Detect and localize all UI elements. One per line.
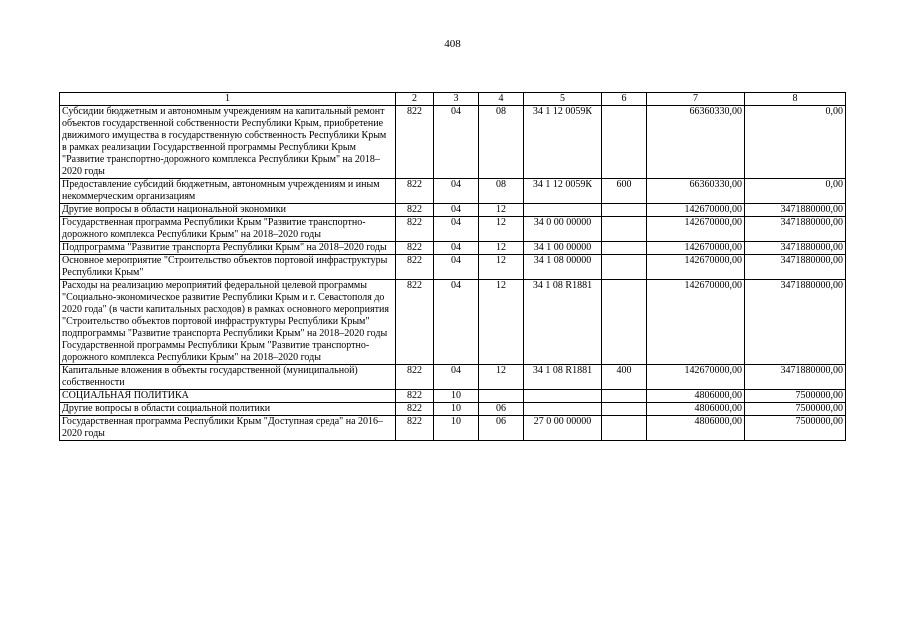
row-section: 04 (434, 179, 479, 204)
row-amount-col7: 66360330,00 (647, 179, 745, 204)
row-amount-col8: 7500000,00 (745, 416, 846, 441)
row-target-article: 34 0 00 00000 (524, 217, 602, 242)
row-amount-col8: 3471880000,00 (745, 280, 846, 365)
row-amount-col8: 3471880000,00 (745, 255, 846, 280)
row-description: Другие вопросы в области национальной экономики (60, 204, 396, 217)
row-section: 04 (434, 255, 479, 280)
header-cell: 5 (524, 93, 602, 106)
row-target-article (524, 204, 602, 217)
header-cell: 4 (479, 93, 524, 106)
table-row (60, 280, 846, 365)
budget-table (59, 92, 846, 441)
row-target-article: 34 1 00 00000 (524, 242, 602, 255)
row-subsection: 08 (479, 106, 524, 179)
row-description: Предоставление субсидий бюджетным, автономным учреждениям и иным некоммерческим организациям (60, 179, 396, 204)
row-subsection: 12 (479, 242, 524, 255)
row-section: 04 (434, 204, 479, 217)
row-subsection: 12 (479, 255, 524, 280)
row-amount-col7: 66360330,00 (647, 106, 745, 179)
row-amount-col8: 3471880000,00 (745, 242, 846, 255)
table-row (60, 204, 846, 217)
row-description: Основное мероприятие "Строительство объектов портовой инфраструктуры Республики Крым" (60, 255, 396, 280)
header-cell: 6 (602, 93, 647, 106)
row-amount-col7: 4806000,00 (647, 390, 745, 403)
row-subsection (479, 390, 524, 403)
row-description: Другие вопросы в области социальной политики (60, 403, 396, 416)
table-row (60, 390, 846, 403)
row-amount-col7: 142670000,00 (647, 255, 745, 280)
table-row (60, 242, 846, 255)
row-admin-code: 822 (396, 242, 434, 255)
row-subsection: 12 (479, 280, 524, 365)
row-subsection: 12 (479, 204, 524, 217)
row-section: 10 (434, 416, 479, 441)
header-cell: 8 (745, 93, 846, 106)
row-expense-type (602, 242, 647, 255)
row-subsection: 08 (479, 179, 524, 204)
row-expense-type (602, 403, 647, 416)
row-subsection: 12 (479, 365, 524, 390)
row-amount-col7: 4806000,00 (647, 416, 745, 441)
row-admin-code: 822 (396, 403, 434, 416)
row-admin-code: 822 (396, 217, 434, 242)
row-section: 04 (434, 365, 479, 390)
row-subsection: 12 (479, 217, 524, 242)
table-row (60, 416, 846, 441)
row-amount-col7: 4806000,00 (647, 403, 745, 416)
row-amount-col7: 142670000,00 (647, 365, 745, 390)
row-target-article (524, 390, 602, 403)
row-target-article: 27 0 00 00000 (524, 416, 602, 441)
header-cell: 1 (60, 93, 396, 106)
row-amount-col8: 3471880000,00 (745, 365, 846, 390)
row-target-article: 34 1 08 R1881 (524, 280, 602, 365)
row-amount-col7: 142670000,00 (647, 280, 745, 365)
row-expense-type (602, 390, 647, 403)
header-cell: 2 (396, 93, 434, 106)
row-description: Расходы на реализацию мероприятий федеральной целевой программы "Социально-экономическое развитие Республики Крым и г. Севастополя до 2020 года" (в части капитальных расходов) в рамках основного мероприятия "Строительство объектов портовой инфраструктуры Республики Крым" подпрограммы "Развитие транспорта Республики Крым" на 2018–2020 годы Государственной программы Республики Крым "Развитие транспортно-дорожного комплекса Республики Крым" на 2018–2020 годы (60, 280, 396, 365)
row-expense-type: 400 (602, 365, 647, 390)
row-amount-col7: 142670000,00 (647, 204, 745, 217)
row-amount-col8: 3471880000,00 (745, 204, 846, 217)
row-admin-code: 822 (396, 179, 434, 204)
row-section: 10 (434, 390, 479, 403)
row-section: 04 (434, 217, 479, 242)
table-row (60, 255, 846, 280)
row-section: 04 (434, 242, 479, 255)
header-cell: 3 (434, 93, 479, 106)
row-description: Государственная программа Республики Крым "Развитие транспортно-дорожного комплекса Республики Крым" на 2018–2020 годы (60, 217, 396, 242)
row-target-article: 34 1 08 R1881 (524, 365, 602, 390)
row-expense-type (602, 280, 647, 365)
row-admin-code: 822 (396, 416, 434, 441)
row-subsection: 06 (479, 416, 524, 441)
row-target-article: 34 1 08 00000 (524, 255, 602, 280)
row-expense-type (602, 416, 647, 441)
row-amount-col7: 142670000,00 (647, 242, 745, 255)
row-amount-col8: 7500000,00 (745, 390, 846, 403)
row-amount-col8: 3471880000,00 (745, 217, 846, 242)
row-description: Государственная программа Республики Крым "Доступная среда" на 2016–2020 годы (60, 416, 396, 441)
row-amount-col8: 0,00 (745, 179, 846, 204)
table-row (60, 179, 846, 204)
row-expense-type (602, 204, 647, 217)
row-target-article: 34 1 12 0059К (524, 106, 602, 179)
row-description: Подпрограмма "Развитие транспорта Республики Крым" на 2018–2020 годы (60, 242, 396, 255)
row-description: СОЦИАЛЬНАЯ ПОЛИТИКА (60, 390, 396, 403)
table-row (60, 403, 846, 416)
row-amount-col8: 7500000,00 (745, 403, 846, 416)
table-row (60, 365, 846, 390)
row-target-article (524, 403, 602, 416)
row-expense-type: 600 (602, 179, 647, 204)
row-admin-code: 822 (396, 365, 434, 390)
row-section: 04 (434, 106, 479, 179)
row-expense-type (602, 255, 647, 280)
row-description: Субсидии бюджетным и автономным учреждениям на капитальный ремонт объектов государственной собственности Республики Крым, приобретение движимого имущества в государственную собственность Республики Крым в рамках реализации Государственной программы Республики Крым "Развитие транспортно-дорожного комплекса Республики Крым" на 2018–2020 годы (60, 106, 396, 179)
row-expense-type (602, 106, 647, 179)
page-number: 408 (444, 38, 461, 50)
row-expense-type (602, 217, 647, 242)
row-section: 10 (434, 403, 479, 416)
row-target-article: 34 1 12 0059К (524, 179, 602, 204)
row-admin-code: 822 (396, 255, 434, 280)
row-amount-col7: 142670000,00 (647, 217, 745, 242)
table-row (60, 217, 846, 242)
row-description: Капитальные вложения в объекты государственной (муниципальной) собственности (60, 365, 396, 390)
row-admin-code: 822 (396, 106, 434, 179)
row-section: 04 (434, 280, 479, 365)
row-admin-code: 822 (396, 204, 434, 217)
row-amount-col8: 0,00 (745, 106, 846, 179)
row-subsection: 06 (479, 403, 524, 416)
header-row (60, 93, 846, 106)
table-row (60, 106, 846, 179)
row-admin-code: 822 (396, 390, 434, 403)
row-admin-code: 822 (396, 280, 434, 365)
header-cell: 7 (647, 93, 745, 106)
